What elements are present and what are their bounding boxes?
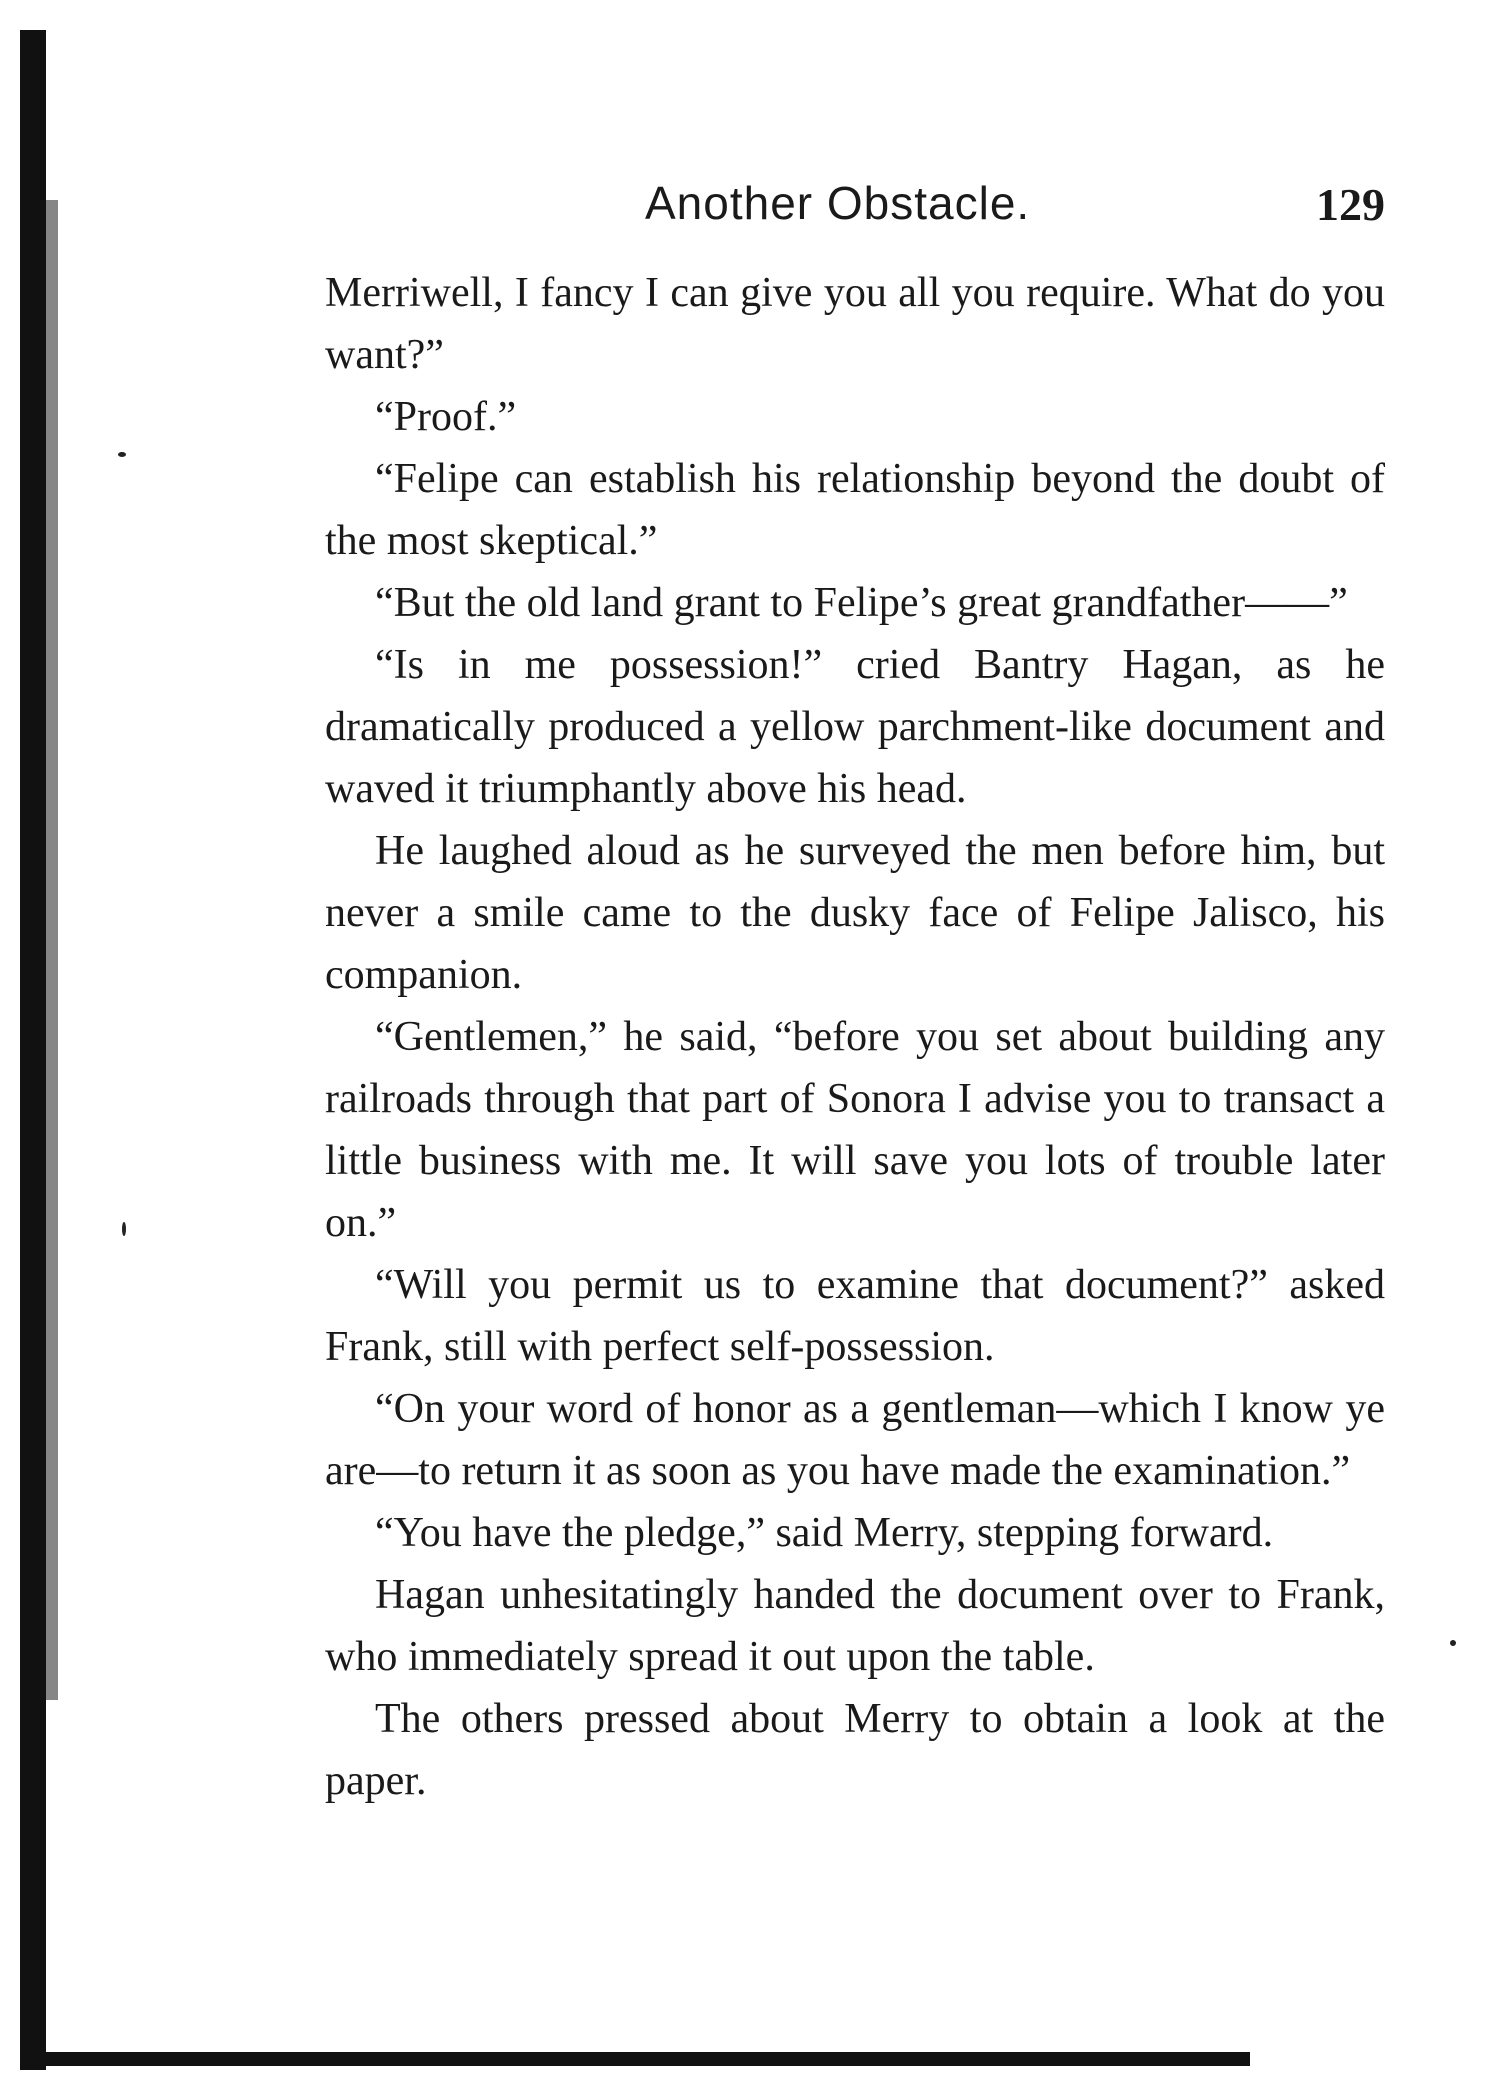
paragraph: “Felipe can establish his relationship beyond the doubt of the most skeptical.” (325, 456, 1385, 564)
scan-speck (122, 1222, 126, 1236)
paragraph: Merriwell, I fancy I can give you all you require. What do you want?” (325, 270, 1385, 378)
scan-speck (1450, 1640, 1456, 1646)
paragraph: Hagan unhesitatingly handed the document over to Frank, who immediately spread it out upon the table. (325, 1572, 1385, 1680)
paragraph: “Will you permit us to examine that document?” asked Frank, still with perfect self-possession. (325, 1262, 1385, 1370)
paragraph: “Gentlemen,” he said, “before you set about building any railroads through that part of Sonora I advise you to transact a little business with me. It will save you lots of trouble later on.” (325, 1014, 1385, 1246)
paragraph: “Proof.” (375, 394, 517, 440)
page-bottom-edge (30, 2052, 1250, 2066)
running-title: Another Obstacle. (645, 177, 1031, 229)
paragraph: The others pressed about Merry to obtain a look at the paper. (325, 1696, 1385, 1804)
paragraph: “But the old land grant to Felipe’s great grandfather——” (375, 580, 1348, 626)
page-number: 129 (1316, 179, 1385, 230)
binding-light-margin (0, 0, 18, 2084)
paragraph: “On your word of honor as a gentleman—which I know ye are—to return it as soon as you have made the examination.” (325, 1386, 1385, 1494)
paragraph: He laughed aloud as he surveyed the men before him, but never a smile came to the dusky face of Felipe Jalisco, his companion. (325, 828, 1385, 998)
running-head (325, 176, 1385, 236)
scan-speck (118, 452, 126, 457)
body-text (325, 262, 1385, 1812)
paragraph: “You have the pledge,” said Merry, stepping forward. (375, 1510, 1274, 1556)
paragraph: “Is in me possession!” cried Bantry Hagan, as he dramatically produced a yellow parchment-like document and waved it triumphantly above his head. (325, 642, 1385, 812)
binding-dark-strip (20, 30, 46, 2070)
binding-gutter-shade (46, 200, 58, 1700)
binding-shadow (0, 0, 60, 2084)
